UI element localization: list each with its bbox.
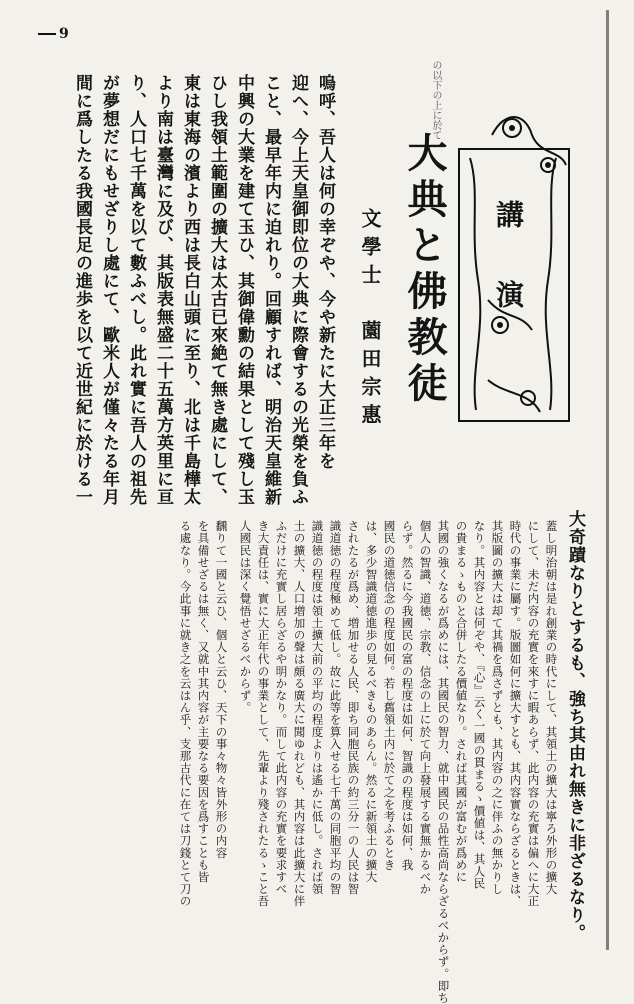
upper-column: 間に爲したる我國長足の進歩を以て近世紀に於ける一 <box>72 74 92 506</box>
lower-column: 時代の事業に屬す。版圖如何に擴大すとも、其内容實ならざるときは、 <box>508 520 523 908</box>
lower-column: 個人の智識、道徳、宗教、信念の上に於て向上發展する實無かるべか <box>418 520 433 896</box>
lower-column: なり。其内容とは何ぞや、『心』云く一國の貫まるゝ價値は、其人民 <box>472 520 487 890</box>
lower-column: らず。然るに今我國民の富の程度は如何、智識の程度は如何、我 <box>400 520 415 871</box>
upper-column: 迎へ、今上天皇御即位の大典に際會するの光榮を負ふ <box>288 74 308 506</box>
lower-column: にして、未だ内容の充實を來すに暇あらず、此内容の充實は偏へに大正 <box>526 520 541 908</box>
upper-column: ひし我領土範圍の擴大は太古已來絶て無き處にして、 <box>207 74 227 506</box>
lower-column: 其國の強くなるが爲めには、其國民の智力、就中國民の品性高尚ならざるべからず。即ち <box>436 520 451 1004</box>
lower-column: 人國民は深く覺悟せざるべからず。 <box>238 520 253 714</box>
page-number: 9 <box>38 26 70 42</box>
upper-column: こと、最早年内に迫れり。回顧すれば、明治天皇維新 <box>261 74 281 506</box>
lower-column: の貴まるゝものと合併したる價値なり。されば其國が富むが爲めに <box>454 520 469 883</box>
lower-column: る處なり。今此事に就き之を云はん乎、支那古代に在ては刀錢とて刀の <box>178 520 193 908</box>
upper-column: が夢想だにもせざりし處にて、歐米人が僅々たる年月 <box>99 74 119 506</box>
lower-column-lead: 大奇蹟なりとするも、強ち其由れ無きに非ざるなり。 <box>565 510 585 942</box>
lower-column: は、多少智識道徳進歩の見るべきものあらん。然るに新領土の擴大 <box>364 520 379 883</box>
lower-column: 國民の道徳信念の程度如何。若し舊領土内に於て之を考ふるとき <box>382 520 397 871</box>
lower-column: 識道徳の程度極めて低し。故に此等を算入せる七千萬の同胞平均の智 <box>328 520 343 896</box>
lower-column: 識道徳の程度は領土擴大前の平均の程度よりは遙かに低し。されば領 <box>310 520 325 896</box>
upper-column: り、人口七千萬を以て數ふべし。此れ實に吾人の祖先 <box>126 74 146 506</box>
heading-tag: 講 演 <box>492 200 525 320</box>
lower-column: 蓋し明治朝は是れ創業の時代にして、其領土の擴大は寧ろ外形の擴大 <box>544 520 559 896</box>
article-author: 文學士 薗田宗惠 <box>358 208 382 432</box>
lower-column: されたるが爲め、増加せる人民、即ち同胞民族の約三分一の人民は智 <box>346 520 361 896</box>
upper-column: 中興の大業を建て玉ひ、其御偉勳の結果として殘し玉 <box>234 74 254 506</box>
upper-column: 嗚呼、吾人は何の幸ぞや、今や新たに大正三年を <box>315 74 335 470</box>
upper-faint-label: の以下の上に於て <box>430 60 441 140</box>
article-title: 大典と佛教徒 <box>401 132 448 408</box>
lower-column: を具備せざるは無く、又就中其内容が主要なる要因を爲すことも皆 <box>196 520 211 883</box>
lower-column: 飜りて一國と云ひ、個人と云ひ、天下の事々物々皆外形の内容 <box>214 520 229 859</box>
lower-column: ふだけに充實し居らざるや明かなり。而して此内容の充實を要求すべ <box>274 520 289 896</box>
page-edge-rule <box>606 10 609 950</box>
lower-column: 土の擴大、人口増加の聲は頗る廣大に聞ゆれども、其内容は此擴大に伴 <box>292 520 307 908</box>
upper-column: より南は臺灣に及び、其版表無盛二十五萬方英里に亘 <box>153 74 173 506</box>
lower-column: き大責任は、實に大正年代の事業として、先輩より殘されたるゝこと吾 <box>256 520 271 908</box>
upper-column: 東は東海の濱より西は長白山頭に至り、北は千島樺太 <box>180 74 200 506</box>
lower-column: 其版圖の擴大は却て其禍を爲さずとも、其内容の之に伴ふの無かりし <box>490 520 505 896</box>
